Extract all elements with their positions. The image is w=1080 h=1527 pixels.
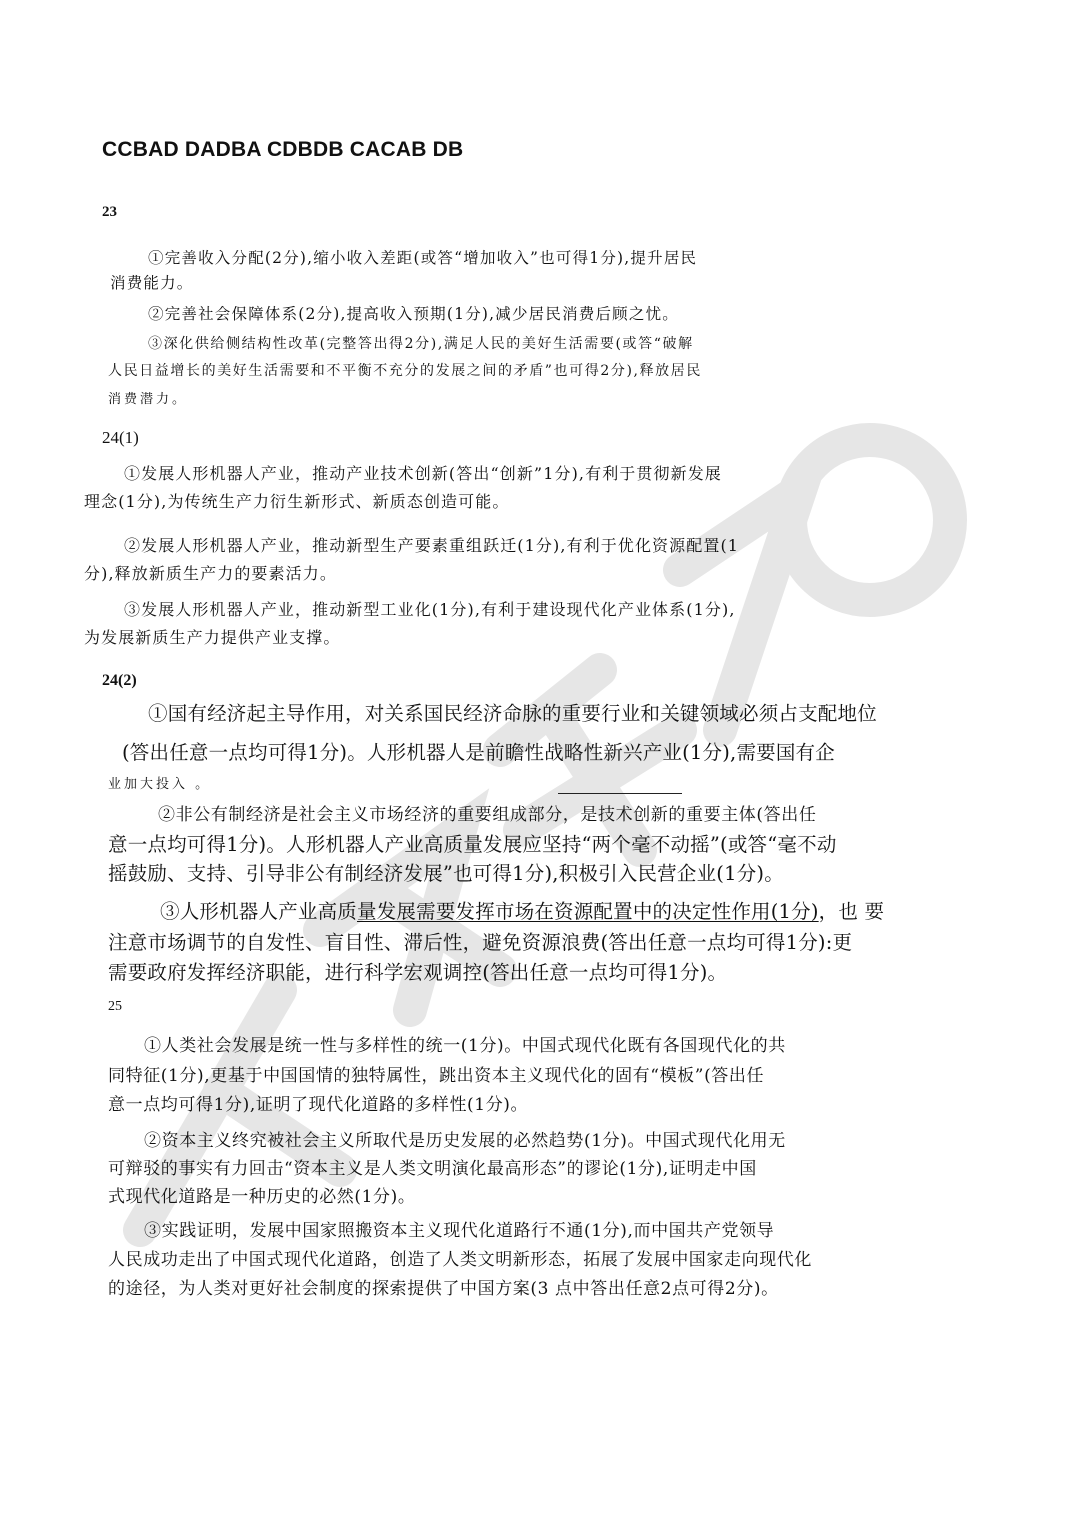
q25-line-3: 意一点均可得1分),证明了现代化道路的多样性(1分)。 xyxy=(108,1095,529,1115)
q23-line-2: 消费能力。 xyxy=(110,274,194,292)
q23-line-3: ②完善社会保障体系(2分),提高收入预期(1分),减少居民消费后顾之忧。 xyxy=(148,305,679,323)
q25-line-1: ①人类社会发展是统一性与多样性的统一(1分)。中国式现代化既有各国现代化的共 xyxy=(144,1036,786,1056)
q24-2-line-7-end: ，也 要 xyxy=(818,900,885,923)
q23-label: 23 xyxy=(102,204,117,220)
q23-line-4: ③深化供给侧结构性改革(完整答出得2分),满足人民的美好生活需要(或答“破解 xyxy=(148,336,694,352)
q24-2-line-7-underlined: 量发展需要发挥市场在资源配置中的决定性作用(1分) xyxy=(357,900,819,923)
q25-label: 25 xyxy=(108,999,122,1014)
q24-2-line-9: 需要政府发挥经济职能，进行科学宏观调控(答出任意一点均可得1分)。 xyxy=(108,961,728,984)
q24-2-line-4: ②非公有制经济是社会主义市场经济的重要组成部分，是技术创新的重要主体(答出任 xyxy=(158,805,817,825)
q23-line-6: 消费潜力。 xyxy=(108,392,189,407)
q24-2-line-5: 意一点均可得1分)。人形机器人产业高质量发展应坚持“两个毫不动摇”(或答“毫不动 xyxy=(108,833,837,856)
answer-key: CCBAD DADBA CDBDB CACAB DB xyxy=(102,138,464,161)
q24-1-line-4: 分),释放新质生产力的要素活力。 xyxy=(84,564,337,583)
q25-line-9: 的途径，为人类对更好社会制度的探索提供了中国方案(3 点中答出任意2点可得2分)。 xyxy=(108,1279,779,1299)
q24-1-label: 24(1) xyxy=(102,428,139,447)
q24-1-line-2: 理念(1分),为传统生产力衍生新形式、新质态创造可能。 xyxy=(84,492,510,511)
q25-line-7: ③实践证明，发展中国家照搬资本主义现代化道路行不通(1分),而中国共产党领导 xyxy=(144,1221,775,1241)
q24-2-line-7-start: ③人形机器人产业高质 xyxy=(160,900,358,923)
q24-2-label: 24(2) xyxy=(102,672,137,689)
q24-2-line-3: 业加大投入 。 xyxy=(108,777,212,792)
divider-rule xyxy=(558,793,682,794)
q25-line-6: 式现代化道路是一种历史的必然(1分)。 xyxy=(108,1187,416,1207)
q24-2-line-7 xyxy=(160,896,884,924)
q24-1-line-6: 为发展新质生产力提供产业支撑。 xyxy=(84,628,341,647)
q23-line-5: 人民日益增长的美好生活需要和不平衡不充分的发展之间的矛盾”也可得2分),释放居民 xyxy=(108,363,702,379)
q23-line-1: ①完善收入分配(2分),缩小收入差距(或答“增加收入”也可得1分),提升居民 xyxy=(148,249,698,267)
q24-2-line-1: ①国有经济起主导作用，对关系国民经济命脉的重要行业和关键领域必须占支配地位 xyxy=(148,702,877,725)
q24-1-line-5: ③发展人形机器人产业，推动新型工业化(1分),有利于建设现代化产业体系(1分), xyxy=(124,600,736,619)
q25-line-4: ②资本主义终究被社会主义所取代是历史发展的必然趋势(1分)。中国式现代化用无 xyxy=(144,1131,786,1151)
q24-2-line-8: 注意市场调节的自发性、盲目性、滞后性，避免资源浪费(答出任意一点均可得1分):更 xyxy=(108,931,853,954)
q24-2-line-6: 摇鼓励、支持、引导非公有制经济发展”也可得1分),积极引入民营企业(1分)。 xyxy=(108,862,784,885)
q25-line-2: 同特征(1分),更基于中国国情的独特属性，跳出资本主义现代化的固有“模板”(答出任 xyxy=(108,1066,765,1086)
q25-line-5: 可辩驳的事实有力回击“资本主义是人类文明演化最高形态”的谬论(1分),证明走中国 xyxy=(108,1159,757,1179)
q24-1-line-1: ①发展人形机器人产业，推动产业技术创新(答出“创新”1分),有利于贯彻新发展 xyxy=(124,464,722,483)
q24-1-line-3: ②发展人形机器人产业，推动新型生产要素重组跃迁(1分),有利于优化资源配置(1 xyxy=(124,536,740,555)
q24-2-line-2: (答出任意一点均可得1分)。人形机器人是前瞻性战略性新兴产业(1分),需要国有企 xyxy=(122,741,835,764)
q25-line-8: 人民成功走出了中国式现代化道路，创造了人类文明新形态，拓展了发展中国家走向现代化 xyxy=(108,1250,812,1270)
